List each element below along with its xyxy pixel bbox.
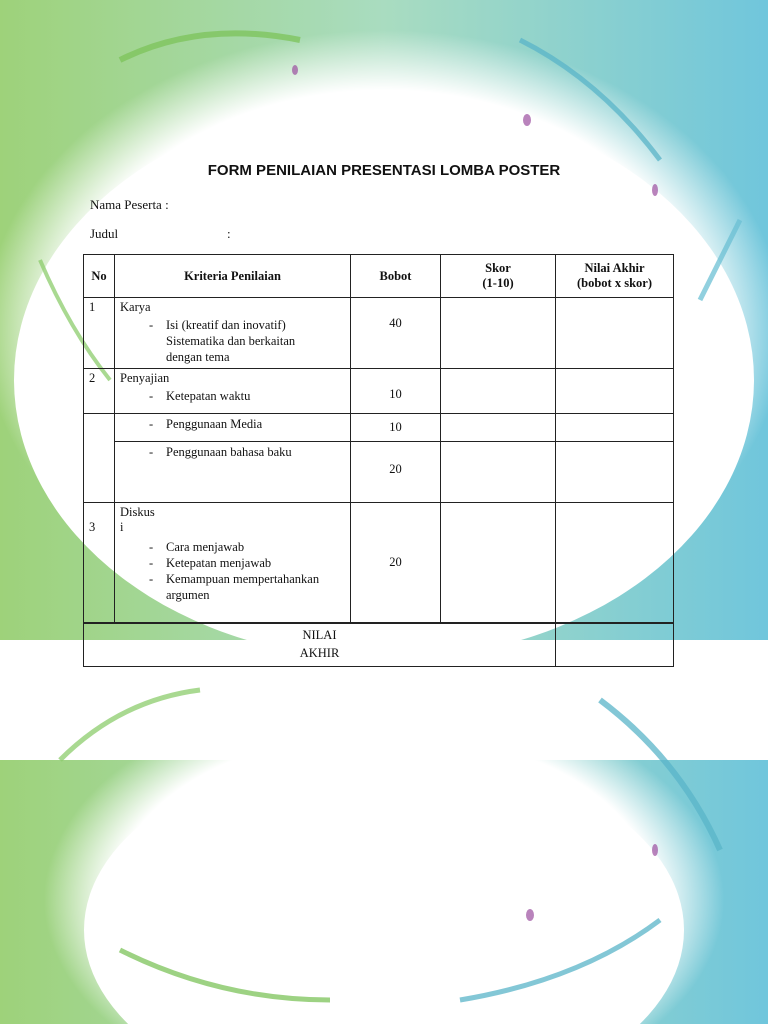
row2c-skor-cell[interactable]	[441, 442, 556, 503]
row2b-nilai-cell[interactable]	[556, 414, 674, 442]
row3-item1: - Cara menjawab	[146, 539, 345, 555]
row2-item1: - Ketepatan waktu	[146, 388, 345, 404]
header-nilai-line2: (bobot x skor)	[576, 276, 652, 290]
row2b-kriteria	[115, 414, 351, 442]
list-item	[146, 571, 345, 603]
row2-skor-cell[interactable]	[441, 369, 556, 414]
row2-no: 2	[84, 369, 115, 414]
header-nilai-akhir	[556, 255, 674, 298]
row2-item-list	[146, 388, 345, 404]
row3-no: 3	[84, 503, 115, 623]
row2-kriteria	[115, 369, 351, 414]
row2-item2: - Penggunaan Media	[146, 416, 345, 432]
table-header-row	[84, 255, 674, 298]
header-skor	[441, 255, 556, 298]
table-row	[84, 298, 674, 369]
list-item	[146, 317, 345, 365]
row1-item1-line3: dengan tema	[166, 350, 230, 364]
table-footer-row	[84, 623, 674, 667]
assessment-table	[83, 254, 674, 667]
header-skor-line1: Skor	[485, 261, 511, 275]
row3-title-line1: Diskus	[120, 505, 155, 519]
table-row	[84, 369, 674, 414]
row1-item1-line2: Sistematika dan berkaitan	[166, 334, 296, 348]
row1-item-list	[146, 317, 345, 365]
row2b-skor-cell[interactable]	[441, 414, 556, 442]
judul-colon: :	[227, 226, 231, 241]
row3-kriteria	[115, 503, 351, 623]
row3-item3-line2: argumen	[166, 588, 210, 602]
header-bobot: Bobot	[351, 255, 441, 298]
footer-line2: AKHIR	[299, 645, 340, 660]
row2b-no-empty	[84, 414, 115, 503]
row1-item1-line1: - Isi (kreatif dan inovatif)	[166, 318, 286, 332]
row3-item2: - Ketepatan menjawab	[146, 555, 345, 571]
judul-label: Judul	[90, 226, 119, 241]
row2-nilai-cell[interactable]	[556, 369, 674, 414]
row2-bobot3: 20	[351, 442, 441, 503]
row2-bobot2: 10	[351, 414, 441, 442]
table-row	[84, 503, 674, 623]
row2b-item-list	[146, 416, 345, 432]
header-no: No	[84, 255, 115, 298]
row2c-item-list	[146, 444, 345, 460]
row3-skor-cell[interactable]	[441, 503, 556, 623]
row2-title: Penyajian	[120, 371, 170, 385]
row2c-nilai-cell[interactable]	[556, 442, 674, 503]
row3-nilai-cell[interactable]	[556, 503, 674, 623]
row1-kriteria	[115, 298, 351, 369]
footer-nilai-akhir-label	[84, 623, 556, 667]
row1-nilai-cell[interactable]	[556, 298, 674, 369]
row3-item-list	[146, 539, 345, 603]
page-title: FORM PENILAIAN PRESENTASI LOMBA POSTER	[207, 162, 561, 179]
footer-nilai-cell[interactable]	[556, 623, 674, 667]
row1-title: Karya	[120, 300, 151, 314]
table-row	[84, 442, 674, 503]
row3-bobot: 20	[351, 503, 441, 623]
row3-title-line2: i	[120, 520, 124, 534]
row1-no: 1	[84, 298, 115, 369]
row2-bobot1: 10	[351, 369, 441, 414]
table-row	[84, 414, 674, 442]
header-skor-line2: (1-10)	[482, 276, 514, 290]
row1-skor-cell[interactable]	[441, 298, 556, 369]
row1-bobot: 40	[351, 298, 441, 369]
header-nilai-line1: Nilai Akhir	[584, 261, 645, 275]
row3-item3-line1: - Kemampuan mempertahankan	[166, 572, 320, 586]
nama-peserta-label: Nama Peserta :	[90, 197, 169, 212]
header-kriteria: Kriteria Penilaian	[115, 255, 351, 298]
row2c-kriteria	[115, 442, 351, 503]
row2-item3: - Penggunaan bahasa baku	[146, 444, 345, 460]
footer-line1: NILAI	[302, 627, 337, 642]
